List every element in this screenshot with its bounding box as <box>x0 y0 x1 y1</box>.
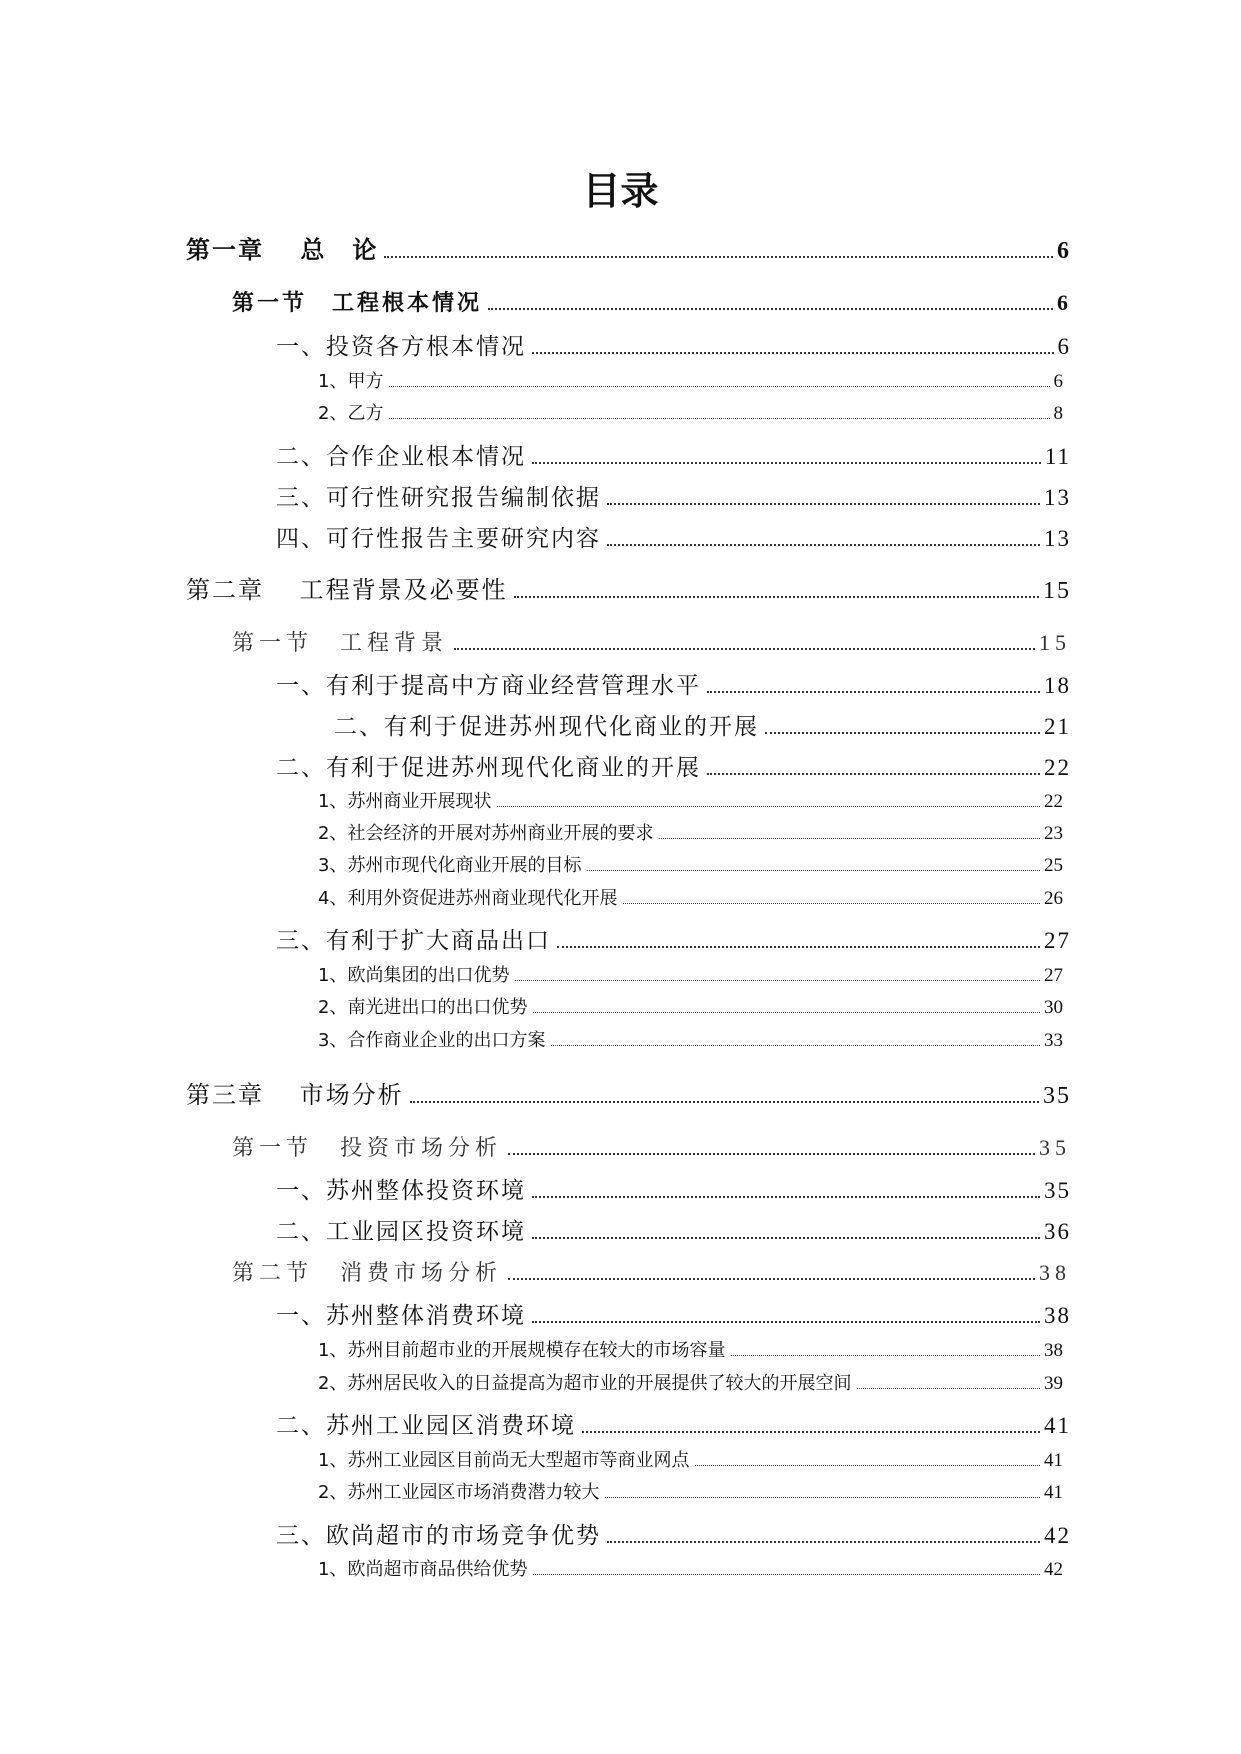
toc-entry[interactable] <box>318 1026 1063 1052</box>
toc-entry[interactable] <box>318 399 1063 425</box>
toc-leader-dots <box>488 307 1053 310</box>
toc-entry-label: 2、苏州居民收入的日益提高为超市业的开展提供了较大的开展空间 <box>318 1373 852 1394</box>
toc-entry-label: 2、乙方 <box>318 403 384 424</box>
toc-entry-label: 四、可行性报告主要研究内容 <box>276 526 601 552</box>
toc-entry-label: 三、有利于扩大商品出口 <box>276 928 551 954</box>
toc-leader-dots <box>607 502 1040 505</box>
toc-entry-label: 1、甲方 <box>318 371 384 392</box>
toc-leader-dots <box>454 647 1035 650</box>
toc-entry-label: 第三章 市场分析 <box>186 1081 404 1109</box>
toc-entry[interactable] <box>318 1446 1063 1472</box>
toc-entry-page: 35 <box>1043 1083 1071 1109</box>
toc-entry-page: 6 <box>1053 371 1063 392</box>
toc-entry[interactable] <box>186 230 1071 265</box>
toc-entry-page: 15 <box>1043 578 1071 604</box>
toc-leader-dots <box>857 1387 1040 1389</box>
toc-entry-label: 1、苏州目前超市业的开展规模存在较大的市场容量 <box>318 1340 726 1361</box>
toc-entry[interactable] <box>276 667 1071 700</box>
toc-leader-dots <box>695 1464 1040 1466</box>
toc-entry-page: 42 <box>1044 1559 1063 1580</box>
toc-leader-dots <box>731 1354 1040 1356</box>
toc-entry[interactable] <box>318 787 1063 813</box>
toc-entry[interactable] <box>232 626 1071 657</box>
toc-leader-dots <box>607 1540 1040 1543</box>
toc-entry-label: 二、合作企业根本情况 <box>276 444 526 470</box>
toc-entry-label: 一、苏州整体消费环境 <box>276 1303 526 1329</box>
toc-entry-label: 一、苏州整体投资环境 <box>276 1178 526 1204</box>
toc-entry-label: 3、合作商业企业的出口方案 <box>318 1030 546 1051</box>
toc-leader-dots <box>508 1277 1035 1280</box>
toc-entry[interactable] <box>276 1297 1071 1330</box>
toc-entry-page: 8 <box>1053 403 1063 424</box>
toc-leader-dots <box>587 869 1040 871</box>
toc-entry-page: 15 <box>1039 630 1071 655</box>
toc-leader-dots <box>532 1195 1040 1198</box>
toc-leader-dots <box>551 1044 1040 1046</box>
toc-entry-page: 38 <box>1044 1303 1071 1328</box>
toc-entry[interactable] <box>276 922 1071 955</box>
toc-entry-page: 21 <box>1044 714 1071 739</box>
toc-entry-label: 4、利用外资促进苏州商业现代化开展 <box>318 888 618 909</box>
toc-entry[interactable] <box>318 1478 1063 1504</box>
toc-leader-dots <box>532 1236 1040 1239</box>
toc-entry[interactable] <box>318 961 1063 987</box>
toc-entry[interactable] <box>318 993 1063 1019</box>
toc-leader-dots <box>497 805 1040 807</box>
toc-leader-dots <box>607 543 1040 546</box>
toc-entry[interactable] <box>334 708 1071 741</box>
toc-entry-page: 35 <box>1044 1178 1071 1203</box>
toc-leader-dots <box>707 772 1040 775</box>
toc-entry-page: 22 <box>1044 755 1071 780</box>
toc-entry-label: 二、有利于促进苏州现代化商业的开展 <box>276 755 701 781</box>
toc-leader-dots <box>582 1430 1040 1433</box>
toc-entry-label: 三、可行性研究报告编制依据 <box>276 485 601 511</box>
toc-entry-page: 30 <box>1044 997 1063 1018</box>
toc-entry[interactable] <box>232 286 1071 317</box>
toc-entry[interactable] <box>276 479 1071 512</box>
toc-entry-label: 2、苏州工业园区市场消费潜力较大 <box>318 1482 600 1503</box>
toc-entry-page: 18 <box>1044 673 1071 698</box>
toc-entry-page: 26 <box>1044 888 1063 909</box>
toc-entry-label: 1、苏州工业园区目前尚无大型超市等商业网点 <box>318 1450 690 1471</box>
toc-leader-dots <box>707 690 1040 693</box>
toc-entry-label: 一、投资各方根本情况 <box>276 334 526 360</box>
toc-entry[interactable] <box>318 819 1063 845</box>
toc-entry-page: 36 <box>1044 1219 1071 1244</box>
toc-entry-page: 41 <box>1044 1482 1063 1503</box>
toc-leader-dots <box>514 595 1039 598</box>
toc-entry[interactable] <box>318 884 1063 910</box>
toc-entry-label: 第一节 投资市场分析 <box>232 1136 503 1161</box>
toc-leader-dots <box>508 1152 1035 1155</box>
toc-leader-dots <box>659 837 1040 839</box>
toc-entry-label: 第一章 总 论 <box>186 236 379 264</box>
toc-entry[interactable] <box>276 328 1071 361</box>
toc-entry[interactable] <box>276 749 1071 782</box>
toc-entry[interactable] <box>276 438 1071 471</box>
toc-entry[interactable] <box>318 1369 1063 1395</box>
toc-entry-page: 41 <box>1044 1413 1071 1438</box>
toc-entry-page: 11 <box>1044 444 1071 469</box>
toc-entry-page: 6 <box>1057 290 1071 315</box>
toc-entry-page: 13 <box>1044 526 1071 551</box>
toc-entry-page: 39 <box>1044 1373 1063 1394</box>
toc-entry-label: 第二节 消费市场分析 <box>232 1261 503 1286</box>
toc-leader-dots <box>532 1320 1040 1323</box>
toc-entry-label: 一、有利于提高中方商业经营管理水平 <box>276 673 701 699</box>
toc-entry-label: 1、苏州商业开展现状 <box>318 791 492 812</box>
toc-entry-label: 2、社会经济的开展对苏州商业开展的要求 <box>318 823 654 844</box>
toc-entry[interactable] <box>232 1256 1071 1287</box>
toc-entry[interactable] <box>232 1131 1071 1162</box>
toc-entry-label: 第一节 工程背景 <box>232 631 449 656</box>
toc-entry-label: 二、有利于促进苏州现代化商业的开展 <box>334 714 759 740</box>
toc-entry[interactable] <box>186 570 1071 605</box>
toc-entry[interactable] <box>186 1075 1071 1110</box>
toc-entry-label: 第二章 工程背景及必要性 <box>186 576 508 604</box>
toc-entry-label: 二、苏州工业园区消费环境 <box>276 1413 576 1439</box>
toc-entry[interactable] <box>276 1517 1071 1550</box>
toc-entry[interactable] <box>276 520 1071 553</box>
toc-leader-dots <box>533 1573 1040 1575</box>
toc-entry-label: 1、欧尚集团的出口优势 <box>318 965 510 986</box>
toc-entry-page: 23 <box>1044 823 1063 844</box>
toc-entry-label: 3、苏州市现代化商业开展的目标 <box>318 855 582 876</box>
toc-entry-page: 6 <box>1057 334 1071 359</box>
toc-entry[interactable] <box>276 1172 1071 1205</box>
toc-leader-dots <box>515 979 1040 981</box>
toc-leader-dots <box>532 461 1041 464</box>
toc-entry-page: 38 <box>1044 1340 1063 1361</box>
toc-entry-page: 27 <box>1044 965 1063 986</box>
toc-leader-dots <box>532 351 1054 354</box>
toc-leader-dots <box>623 902 1040 904</box>
toc-entry-page: 41 <box>1044 1450 1063 1471</box>
toc-leader-dots <box>384 255 1053 258</box>
toc-leader-dots <box>605 1496 1040 1498</box>
toc-leader-dots <box>389 385 1049 387</box>
toc-leader-dots <box>765 731 1040 734</box>
toc-entry[interactable] <box>276 1407 1071 1440</box>
toc-entry-label: 二、工业园区投资环境 <box>276 1219 526 1245</box>
toc-leader-dots <box>410 1100 1039 1103</box>
toc-entry[interactable] <box>276 1213 1071 1246</box>
toc-entry-label: 2、南光进出口的出口优势 <box>318 997 528 1018</box>
toc-entry-page: 13 <box>1044 485 1071 510</box>
toc-entry-page: 22 <box>1044 791 1063 812</box>
toc-entry[interactable] <box>318 1555 1063 1581</box>
toc-entry-page: 25 <box>1044 855 1063 876</box>
toc-entry-label: 第一节 工程根本情况 <box>232 290 483 316</box>
toc-leader-dots <box>389 417 1049 419</box>
page-title: 目录 <box>582 169 659 213</box>
toc-entry-page: 6 <box>1057 238 1071 264</box>
toc-entry-page: 38 <box>1039 1260 1071 1285</box>
toc-entry-page: 42 <box>1044 1523 1071 1548</box>
toc-entry-label: 三、欧尚超市的市场竞争优势 <box>276 1523 601 1549</box>
toc-entry-page: 33 <box>1044 1030 1063 1051</box>
toc-entry[interactable] <box>318 1336 1063 1362</box>
toc-leader-dots <box>557 945 1040 948</box>
toc-entry-page: 27 <box>1044 928 1071 953</box>
toc-entry[interactable] <box>318 367 1063 393</box>
toc-entry-page: 35 <box>1039 1135 1071 1160</box>
toc-leader-dots <box>533 1011 1040 1013</box>
toc-entry-label: 1、欧尚超市商品供给优势 <box>318 1559 528 1580</box>
toc-entry[interactable] <box>318 851 1063 877</box>
